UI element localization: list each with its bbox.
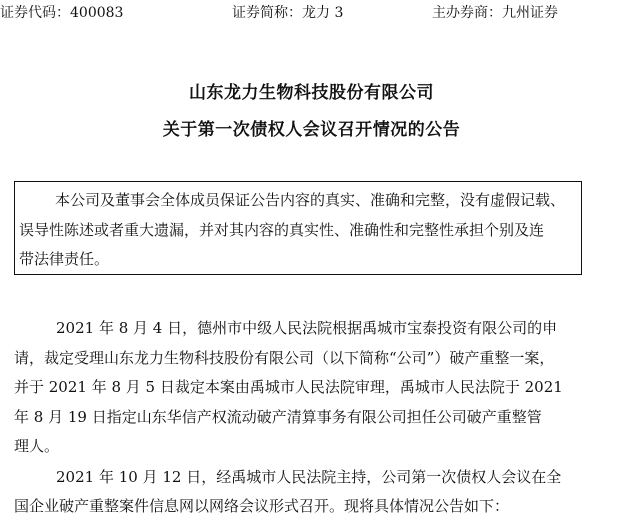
document-header <box>0 2 623 24</box>
disclaimer-line: 本公司及董事会全体成员保证公告内容的真实、准确和完整，没有虚假记载、 <box>55 191 566 209</box>
paragraph-line: 请，裁定受理山东龙力生物科技股份有限公司（以下简称“公司”）破产重整一案， <box>14 349 555 367</box>
paragraph-line: 国企业破产重整案件信息网以网络会议形式召开。现将具体情况公告如下： <box>14 497 510 515</box>
security-name: 证券简称：龙力 3 <box>232 5 344 21</box>
paragraph-line: 并于 2021 年 8 月 5 日裁定本案由禹城市人民法院审理，禹城市人民法院于 2021 <box>14 378 563 396</box>
disclaimer-line: 带法律责任。 <box>19 250 110 268</box>
disclaimer-box <box>14 181 582 275</box>
paragraph-line: 理人。 <box>14 437 60 455</box>
notice-title: 关于第一次债权人会议召开情况的公告 <box>162 120 461 140</box>
paragraph-line: 年 8 月 19 日指定山东华信产权流动破产清算事务有限公司担任公司破产重整管 <box>14 408 542 426</box>
paragraph-line: 2021 年 8 月 4 日，德州市中级人民法院根据禹城市宝泰投资有限公司的申 <box>56 319 558 337</box>
company-title: 山东龙力生物科技股份有限公司 <box>189 83 434 103</box>
security-code: 证券代码：400083 <box>0 5 124 21</box>
broker-name: 主办券商：九州证券 <box>432 5 558 21</box>
disclaimer-line: 误导性陈述或者重大遗漏，并对其内容的真实性、准确性和完整性承担个别及连 <box>19 221 545 239</box>
paragraph-line: 2021 年 10 月 12 日，经禹城市人民法院主持，公司第一次债权人会议在全 <box>56 468 562 486</box>
